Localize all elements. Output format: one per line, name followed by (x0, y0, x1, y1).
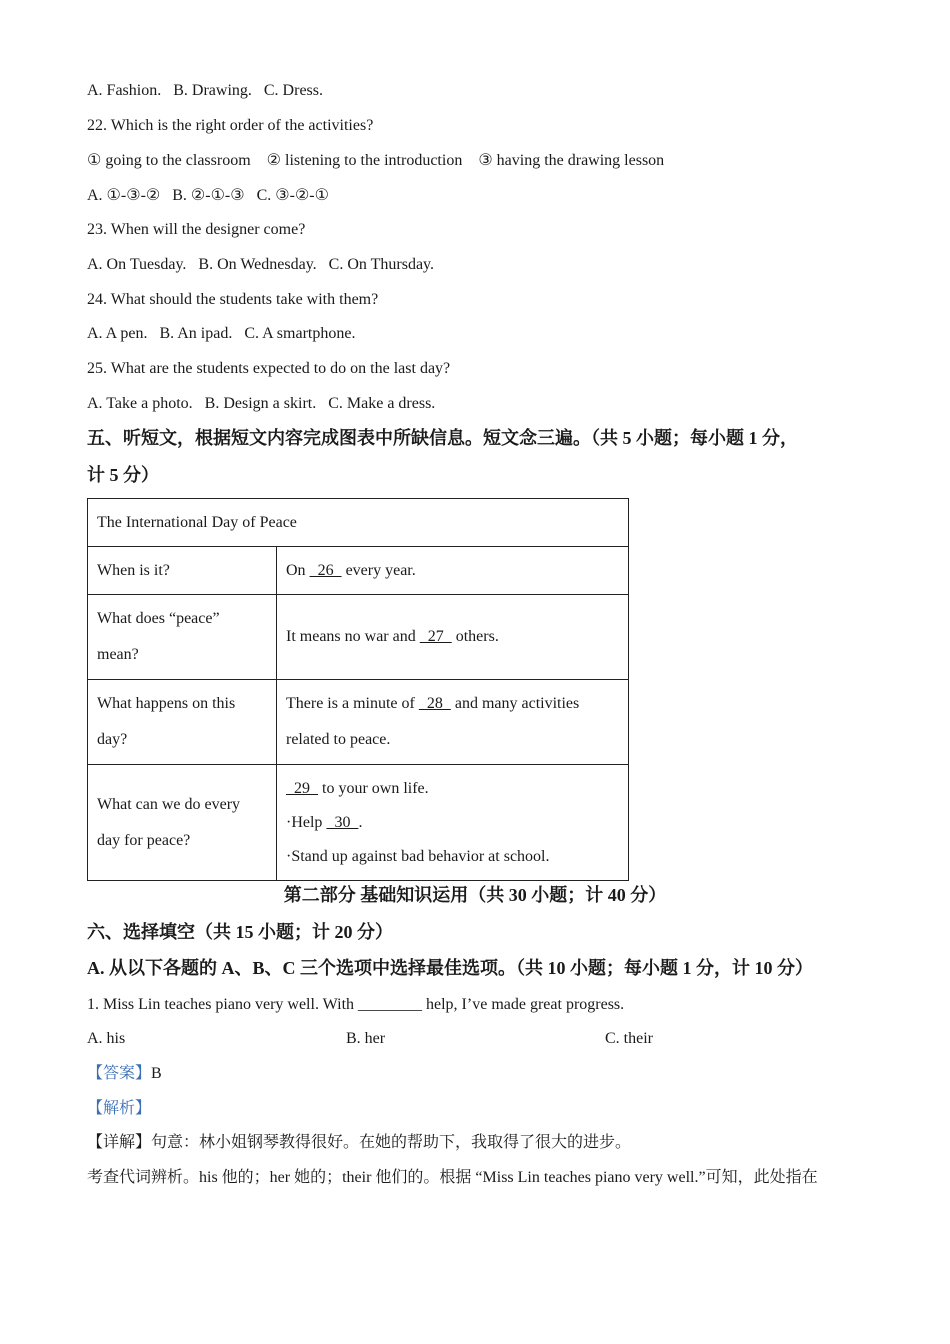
table-cell-answer: On 26 every year. (277, 547, 629, 595)
q22-activities: ① going to the classroom ② listening to the introduction ③ having the drawing lesson (87, 152, 665, 169)
section6-title: 六、选择填空（共 15 小题；计 20 分） (87, 922, 393, 942)
q21-options: A. Fashion. B. Drawing. C. Dress. (87, 82, 323, 99)
peace-day-table (87, 498, 629, 881)
q24-options: A. A pen. B. An ipad. C. A smartphone. (87, 325, 356, 342)
answer-line (87, 1064, 162, 1084)
explanation-line: 考查代词辨析。his 他的；her 她的；their 他们的。根据 “Miss Lin teaches piano very well.”可知，此处指在 (87, 1169, 818, 1186)
table-row (88, 595, 629, 680)
sectionA-title: A. 从以下各题的 A、B、C 三个选项中选择最佳选项。（共 10 小题；每小题 1 分，计 10 分） (87, 958, 813, 978)
q25-question: 25. What are the students expected to do on the last day? (87, 360, 451, 377)
blank-27: 27 (419, 628, 452, 645)
table-cell-question: What can we do every day for peace? (88, 765, 277, 881)
table-row (88, 680, 629, 765)
q25-options: A. Take a photo. B. Design a skirt. C. Make a dress. (87, 395, 436, 412)
q23-options: A. On Tuesday. B. On Wednesday. C. On Thursday. (87, 256, 434, 273)
table-cell-question: When is it? (88, 547, 277, 595)
table-row (88, 765, 629, 881)
q22-options: A. ①-③-② B. ②-①-③ C. ③-②-① (87, 187, 329, 204)
table-title: The International Day of Peace (88, 499, 629, 547)
blank-28: 28 (418, 695, 451, 712)
blank-26: 26 (309, 561, 342, 579)
q1-option-c: C. their (605, 1030, 653, 1047)
table-cell-answer: It means no war and 27 others. (277, 595, 629, 680)
q1-question: 1. Miss Lin teaches piano very well. With ________ help, I’ve made great progress. (87, 996, 625, 1013)
table-cell-answer: 29 to your own life. ·Help 30 . ·Stand up against bad behavior at school. (277, 765, 629, 881)
table-cell-question: What happens on this day? (88, 680, 277, 765)
blank-30: 30 (326, 813, 359, 831)
q1-option-b: B. her (346, 1030, 386, 1047)
table-cell-answer: There is a minute of 28 and many activities related to peace. (277, 680, 629, 765)
q22-question: 22. Which is the right order of the activities? (87, 117, 374, 134)
section5-title-line1: 五、听短文，根据短文内容完成图表中所缺信息。短文念三遍。（共 5 小题；每小题 1 分， (87, 428, 798, 448)
blank-29: 29 (286, 779, 318, 797)
q23-question: 23. When will the designer come? (87, 221, 306, 238)
part2-title: 第二部分 基础知识运用（共 30 小题；计 40 分） (283, 885, 667, 905)
section5-title-line2: 计 5 分） (87, 465, 159, 485)
detail-line: 【详解】句意：林小姐钢琴教得很好。在她的帮助下，我取得了很大的进步。 (87, 1134, 632, 1151)
answer-label: 【答案】 (87, 1065, 152, 1082)
answer-value: B (151, 1065, 162, 1082)
q1-option-a: A. his (87, 1030, 126, 1047)
table-cell-question: What does “peace” mean? (88, 595, 277, 680)
table-row (88, 547, 629, 595)
q24-question: 24. What should the students take with them? (87, 291, 379, 308)
analysis-label: 【解析】 (87, 1100, 152, 1117)
